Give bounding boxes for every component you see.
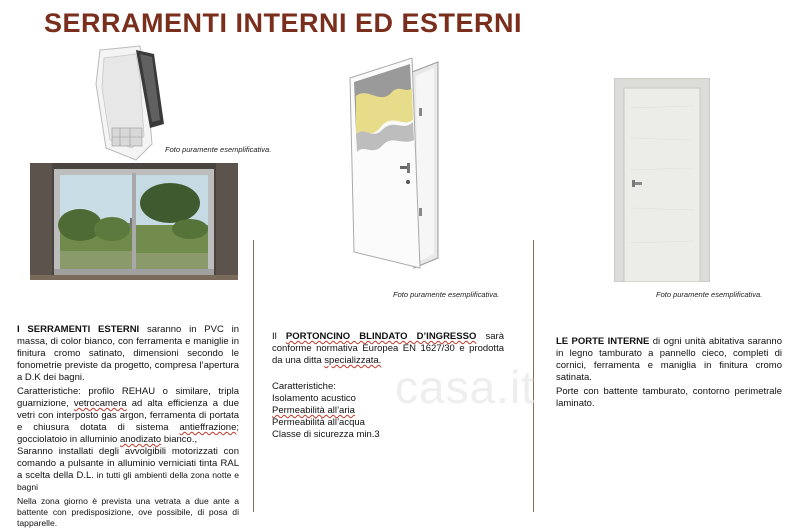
shutters-paragraph	[17, 446, 239, 494]
armored-door-caption: Foto puramente esemplificativa.	[393, 290, 500, 299]
window-profile-caption: Foto puramente esemplificativa.	[165, 145, 272, 154]
features-term-anodizato: anodizato	[119, 434, 162, 445]
interior-doors-heading: LE PORTE INTERNE	[556, 336, 650, 347]
armored-door-heading: PORTONCINO BLINDATO D’INGRESSO	[285, 331, 477, 342]
armored-door-image	[346, 48, 446, 280]
feature-item: Permeabilità all’aria	[272, 405, 355, 416]
features-text-b: ad alta efficienza a due vetri con interposto gas argon, ferramenta di portata e chiusura dotata di sistema	[17, 398, 239, 433]
exterior-windows-paragraph	[17, 324, 239, 384]
shutters-text: Saranno installati degli avvolgibili motorizzati con comando a pulsante in alluminio verniciati tinta RAL a scelta della D.L.	[17, 446, 239, 481]
features-text-d: bianco.,	[161, 434, 198, 445]
feature-item: Classe di sicurezza min.3	[272, 429, 380, 440]
watermark: casa.it	[395, 361, 535, 413]
exterior-windows-features	[17, 386, 239, 446]
living-area-paragraph: Nella zona giorno è prevista una vetrata a due ante a battente con predisposizione, ove possibile, di posa di tapparelle.	[17, 496, 239, 529]
armored-door-text-specializzata: specializzata.	[324, 355, 382, 366]
window-profile-image	[92, 44, 174, 164]
interior-doors-details: Porte con battente tamburato, contorno perimetrale laminato.	[556, 386, 782, 409]
feature-item: Permeabilità all’acqua	[272, 417, 365, 428]
middle-column-text	[272, 331, 504, 441]
armored-door-text-b: sarà conforme normativa Europea EN 1627/30 e prodotta da una ditta	[272, 331, 504, 366]
exterior-windows-heading: I SERRAMENTI ESTERNI	[17, 324, 140, 335]
interior-door-image	[614, 78, 710, 282]
left-column-text	[17, 324, 239, 530]
features-text-c: ; gocciolatoio in alluminio	[17, 422, 239, 445]
interior-doors-description: di ogni unità abitativa saranno in legno tamburato a pannello cieco, completi di cornici, ferramenta e maniglia in finitura cromo satinata.	[556, 336, 782, 383]
features-text-a: Caratteristiche: profilo REHAU o similare, tripla guarnizione,	[17, 386, 239, 409]
armored-door-text-a: Il	[272, 331, 286, 342]
column-divider-left	[253, 240, 254, 512]
armored-door-features-heading: Caratteristiche:	[272, 381, 336, 392]
shutters-text-small: in tutti gli ambienti della zona notte e bagni	[17, 470, 239, 492]
feature-item: Isolamento acustico	[272, 393, 356, 404]
right-column-text	[556, 336, 782, 410]
page-title: SERRAMENTI INTERNI ED ESTERNI	[44, 8, 523, 38]
armored-door-paragraph	[272, 331, 504, 367]
features-term-vetrocamera: vetrocamera	[73, 398, 127, 409]
interior-door-caption: Foto puramente esemplificativa.	[656, 290, 763, 299]
interior-doors-paragraph	[556, 336, 782, 384]
exterior-windows-description: saranno in PVC in massa, di color bianco, con ferramenta e maniglie in finitura cromo satinato, dimensioni secondo le fonometrie previste da progetto, compresa l’apertura a D.K dei bagni.	[17, 324, 239, 383]
sliding-window-photo	[30, 163, 238, 280]
features-term-antieffrazione: antieffrazione	[179, 422, 237, 433]
